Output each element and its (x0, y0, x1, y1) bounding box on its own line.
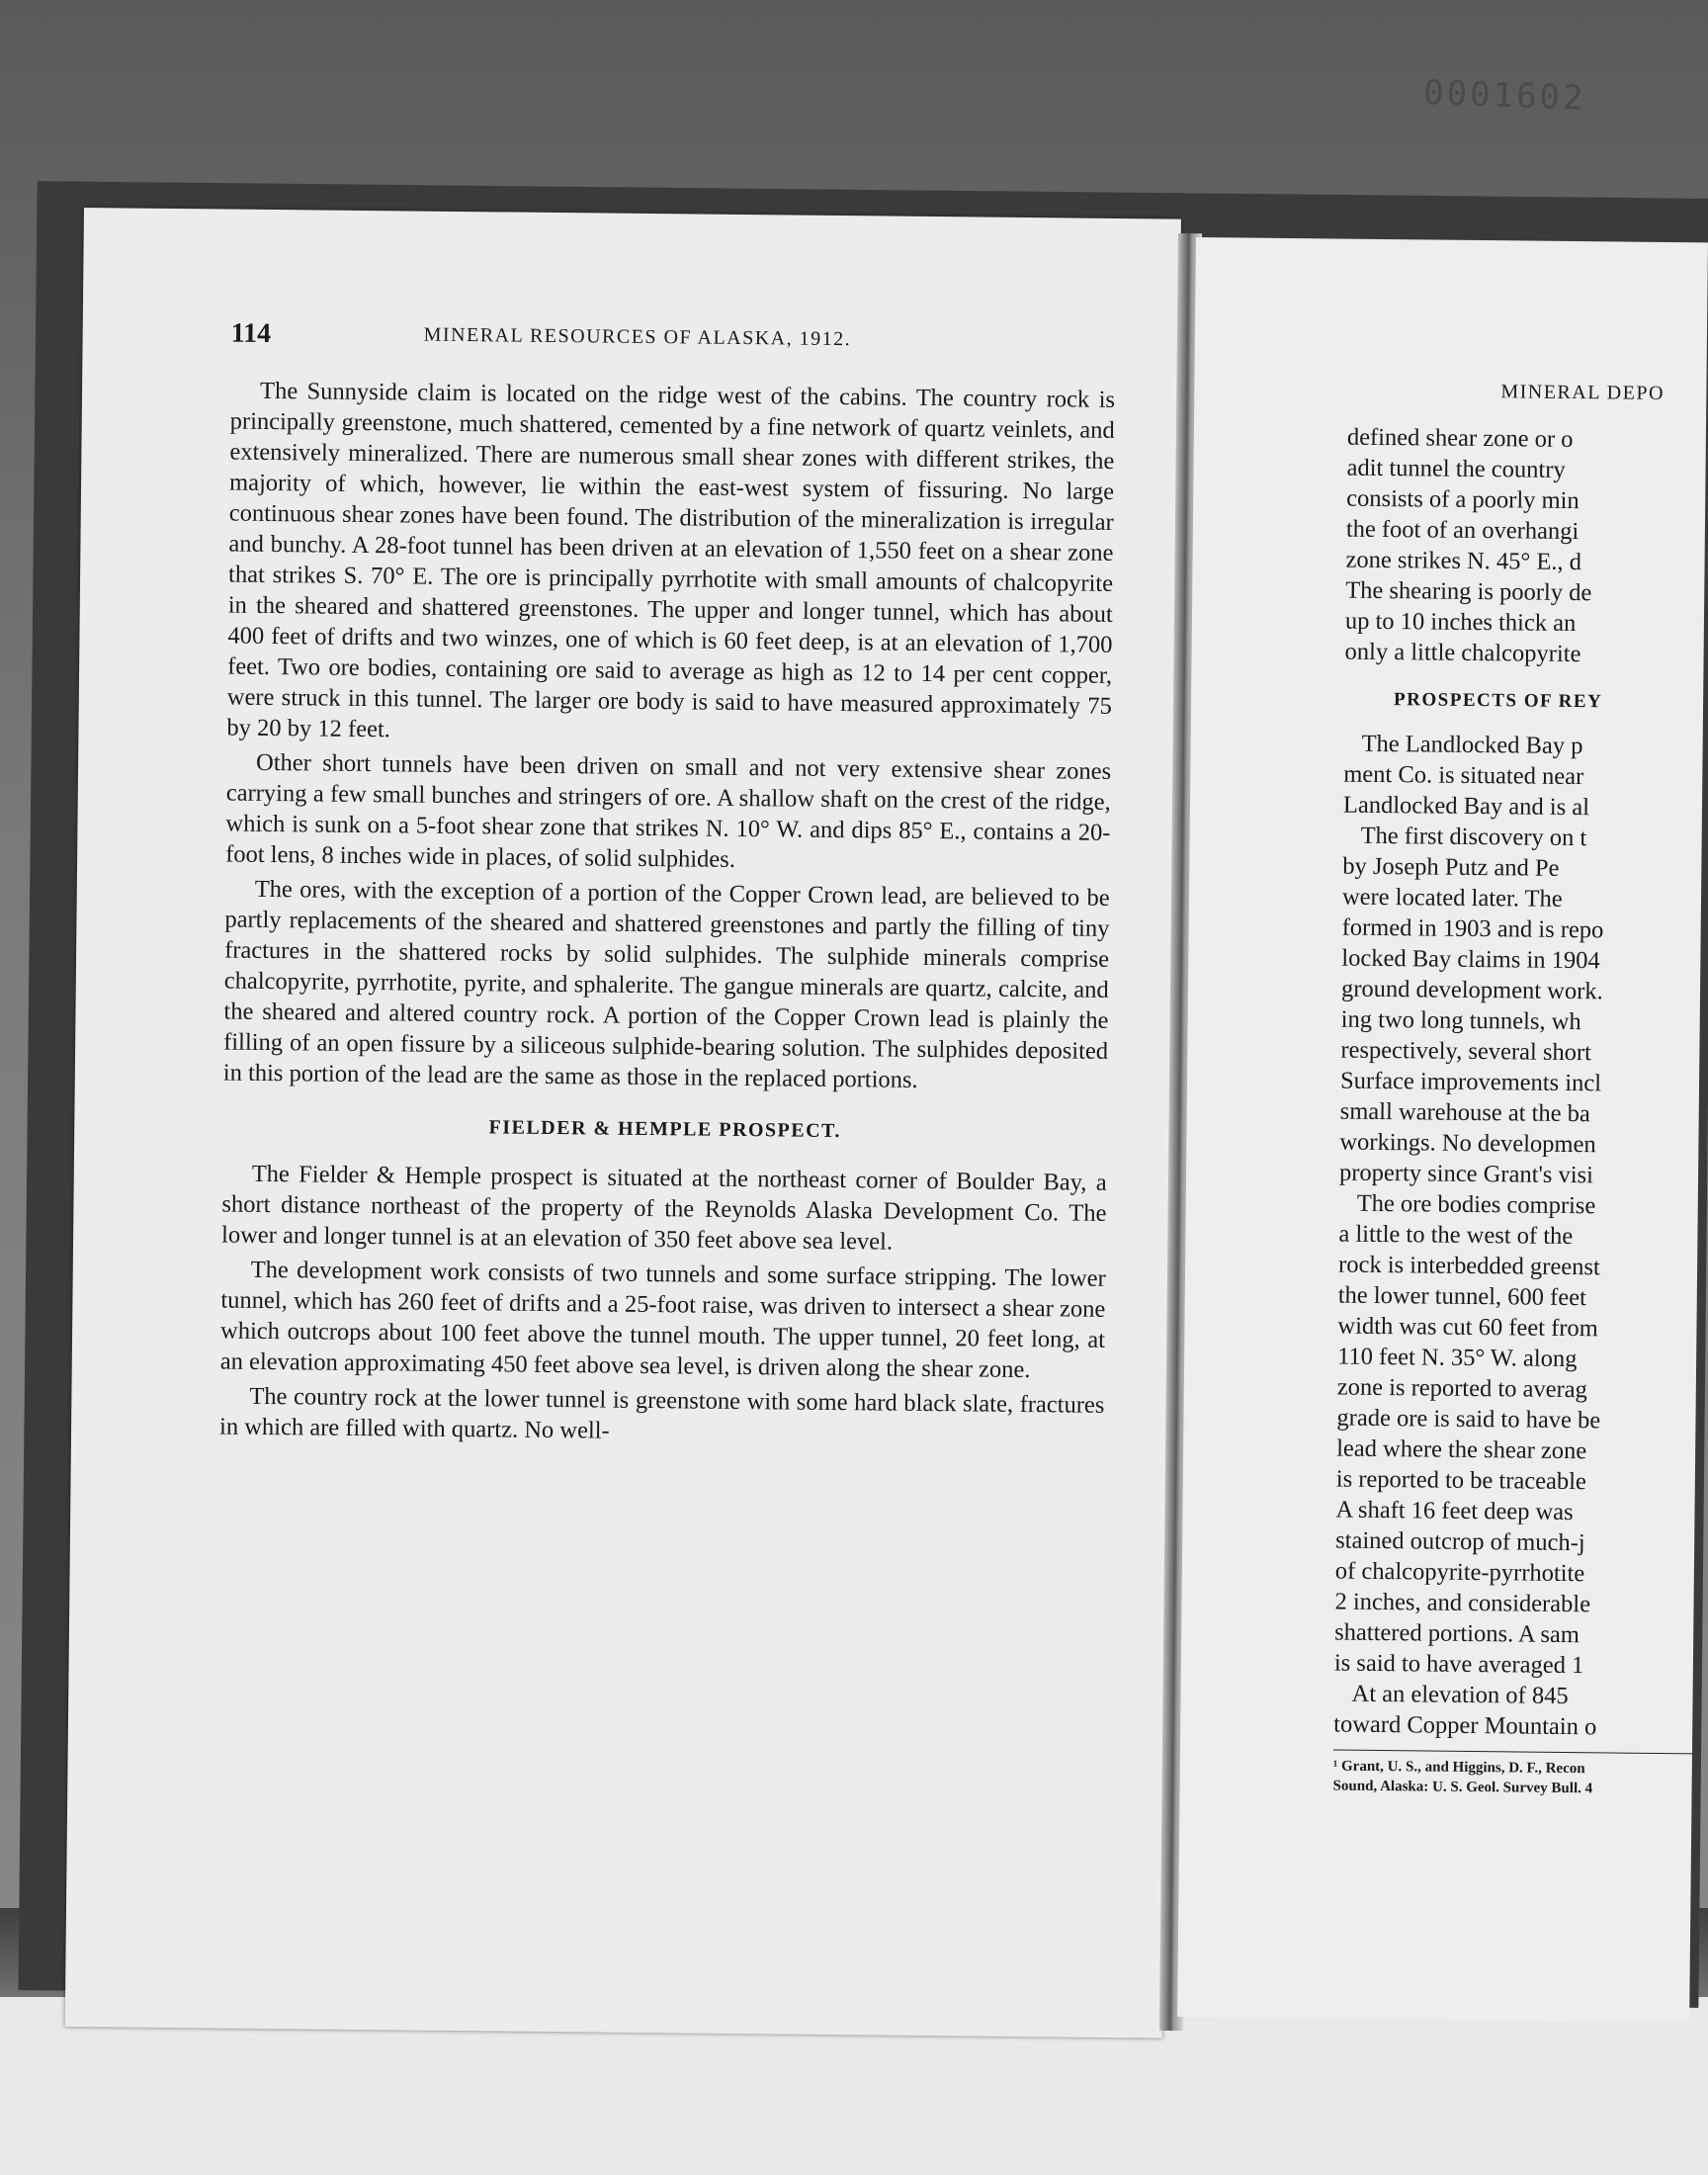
right-text-line: At an elevation of 845 (1351, 1680, 1569, 1710)
right-text-line: only a little chalcopyrite (1344, 638, 1581, 668)
paragraph-country-rock: The country rock at the lower tunnel is greenstone with some hard black slate, fractures in which are filled with quartz. No well- (218, 1382, 1105, 1444)
right-text-line: locked Bay claims in 1904 (1341, 944, 1600, 975)
right-text-line: grade ore is said to have be (1336, 1404, 1601, 1435)
footnote-line: Sound, Alaska: U. S. Geol. Survey Bull. 4 (1332, 1778, 1593, 1797)
right-page-text-block (1332, 422, 1707, 1800)
section-heading: FIELDER & HEMPLE PROSPECT. (488, 1116, 842, 1143)
right-text-line: rock is interbedded greenst (1337, 1251, 1600, 1281)
right-text-line: stained outcrop of much-j (1335, 1526, 1585, 1557)
right-text-line: 110 feet N. 35° W. along (1337, 1343, 1578, 1373)
right-text-line: up to 10 inches thick an (1344, 607, 1577, 638)
right-text-line: respectively, several short (1340, 1036, 1592, 1067)
right-text-line: defined shear zone or o (1346, 423, 1574, 454)
right-text-line: adit tunnel the country (1346, 454, 1566, 483)
right-text-line: workings. No developmen (1339, 1128, 1596, 1159)
right-text-line: a little to the west of the (1338, 1220, 1574, 1251)
right-text-line: is said to have averaged 1 (1333, 1649, 1584, 1680)
page-number: 114 (230, 317, 272, 349)
paragraph-development-work: The development work consists of two tunnels and some surface stripping. The lower tunnel, which has 260 feet of drifts and a 25-foot raise, was driven to intersect a shear zone which outcrops about 100 feet above the tunnel mouth. The upper tunnel, 20 feet long, at an elevation approximating 450 feet above sea level, is driven along the shear zone. (219, 1256, 1106, 1384)
right-page (1177, 237, 1708, 2022)
right-text-line: The first discovery on t (1360, 822, 1587, 852)
right-text-line: by Joseph Putz and Pe (1342, 852, 1560, 882)
right-text-line: ment Co. is situated near (1343, 760, 1584, 791)
right-text-line: lead where the shear zone (1336, 1435, 1587, 1465)
right-text-line: The ore bodies comprise (1356, 1189, 1596, 1220)
paragraph-sunnyside: The Sunnyside claim is located on the ridge west of the cabins. The country rock is principally greenstone, much shattered, cemented by a fine network of quartz veinlets, and extensively mineralized. There are numerous small shear zones with different strikes, the majority of which, however, lie within the east-west system of fissuring. No large continuous shear zones have been found. The distribution of the mineralization is irregular and bunchy. A 28-foot tunnel has been driven at an elevation of 1,550 feet on a shear zone that strikes S. 70° E. The ore is principally pyrrhotite with small amounts of chalcopyrite in the sheared and shattered greenstones. The upper and longer tunnel, which has about 400 feet of drifts and two winzes, one of which is 60 feet deep, is at an elevation of 1,700 feet. Two ore bodies, containing ore said to average as high as 12 to 14 per cent copper, were struck in this tunnel. The larger ore body is said to have measured approximately 75 by 20 by 12 feet. (226, 377, 1116, 743)
running-head: MINERAL RESOURCES OF ALASKA, 1912. (423, 323, 852, 351)
right-text-line: were located later. The (1341, 883, 1563, 913)
right-text-line: ground development work. (1340, 975, 1603, 1005)
right-text-line: 2 inches, and considerable (1334, 1588, 1591, 1618)
right-text-line: the foot of an overhangi (1345, 515, 1580, 546)
right-text-line: formed in 1903 and is repo (1341, 914, 1604, 944)
right-text-line: The Landlocked Bay p (1361, 730, 1583, 760)
footnote-line: ¹ Grant, U. S., and Higgins, D. F., Recon (1332, 1758, 1585, 1778)
right-text-line: A shaft 16 feet deep was (1335, 1496, 1574, 1526)
left-page (65, 208, 1181, 2039)
right-text-line: of chalcopyrite-pyrrhotite (1334, 1557, 1585, 1588)
page-header (230, 318, 1116, 385)
paragraph-short-tunnels: Other short tunnels have been driven on small and not very extensive shear zones carrying a few small bunches and stringers of ore. A shallow shaft on the crest of the ridge, which is sunk on a 5-foot shear zone that strikes N. 10° W. and dips 85° E., contains a 20-foot lens, 8 inches wide in places, of solid sulphides. (225, 748, 1112, 873)
right-text-line: The shearing is poorly de (1345, 576, 1592, 607)
footnote-rule (1333, 1750, 1708, 1755)
right-text-line: the lower tunnel, 600 feet (1337, 1281, 1586, 1312)
right-text-line: is reported to be traceable (1335, 1465, 1587, 1496)
right-running-head: MINERAL DEPO (1500, 381, 1665, 404)
archive-stamp: 0001602 (1422, 73, 1587, 119)
right-text-line: small warehouse at the ba (1339, 1097, 1590, 1128)
right-text-line: width was cut 60 feet from (1337, 1312, 1598, 1343)
paragraph-ores: The ores, with the exception of a portion of the Copper Crown lead, are believed to be partly replacements of the sheared and shattered greenstones and partly the filling of tiny fractures in the shattered rocks by solid sulphides. The sulphide minerals comprise chalcopyrite, pyrrhotite, pyrite, and sphalerite. The gangue minerals are quartz, calcite, and the sheared and altered country rock. A portion of the Copper Crown lead is plainly the filling of an open fissure by a siliceous sulphide-bearing solution. The sulphides deposited in this portion of the lead are the same as those in the replaced portions. (222, 875, 1110, 1093)
right-text-line: toward Copper Mountain o (1333, 1710, 1597, 1741)
left-page-text-block (219, 318, 1116, 1455)
right-text-line: zone is reported to averag (1336, 1373, 1588, 1404)
right-text-line: Landlocked Bay and is al (1342, 791, 1590, 822)
right-text-line: ing two long tunnels, wh (1340, 1005, 1581, 1036)
paragraph-fielder-location: The Fielder & Hemple prospect is situated at the northeast corner of Boulder Bay, a short distance northeast of the property of the Reynolds Alaska Development Co. The lower and longer tunnel is at an elevation of 350 feet above sea level. (220, 1160, 1107, 1256)
right-text-line: Surface improvements incl (1339, 1067, 1602, 1097)
right-text-line: property since Grant's visi (1338, 1159, 1594, 1189)
right-text-line: consists of a poorly min (1346, 484, 1580, 515)
right-section-heading: PROSPECTS OF REY (1394, 689, 1603, 713)
right-text-line: shattered portions. A sam (1334, 1618, 1580, 1649)
right-text-line: zone strikes N. 45° E., d (1345, 546, 1582, 576)
